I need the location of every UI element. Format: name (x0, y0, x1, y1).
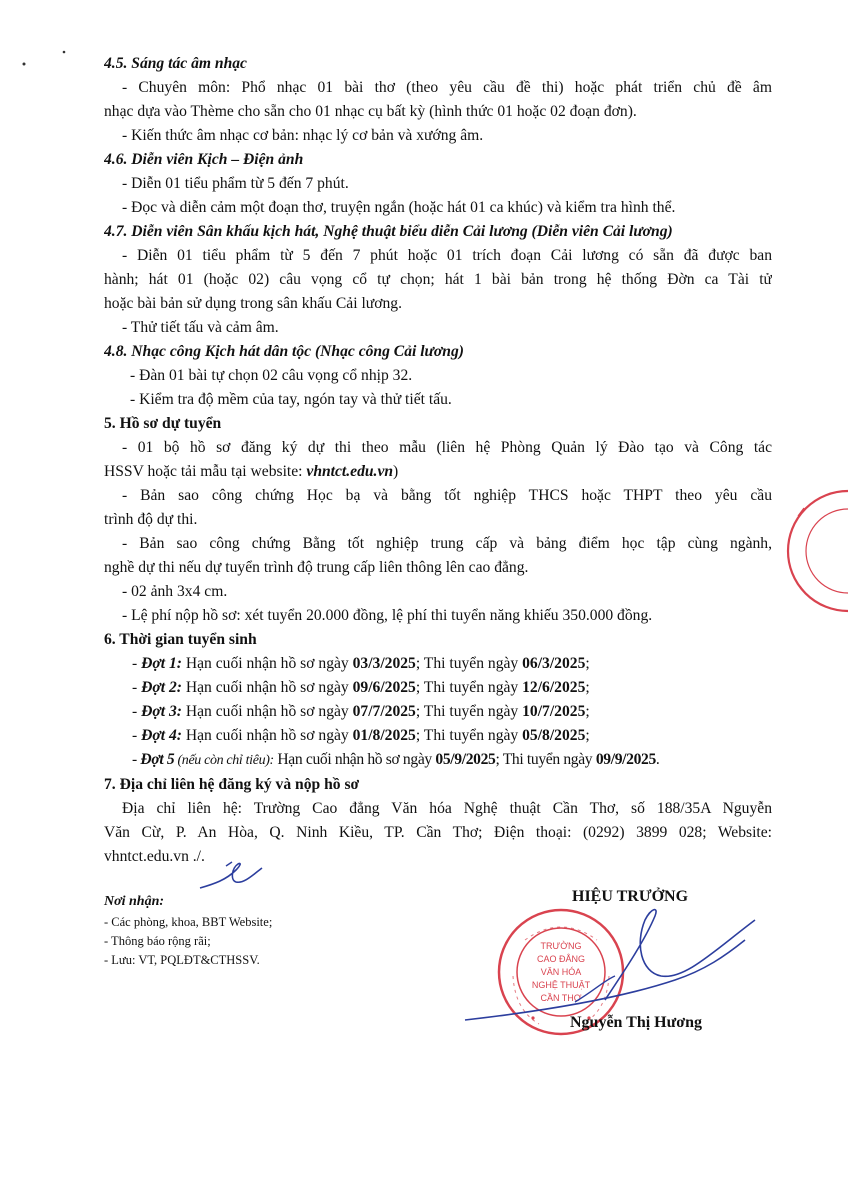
round-dash: - (132, 703, 142, 720)
section-4-6-line-1: - Diễn 01 tiểu phẩm từ 5 đến 7 phút. (122, 175, 349, 192)
recipient-item: - Thông báo rộng rãi; (104, 934, 211, 948)
section-4-8-line-2: - Kiểm tra độ mềm của tay, ngón tay và thử tiết tấu. (130, 391, 452, 408)
section-5-line-5: - Bản sao công chứng Bằng tốt nghiệp trung cấp và bảng điểm học tập cùng ngành, (122, 535, 772, 552)
round-note: (nếu còn chỉ tiêu): (174, 753, 274, 768)
section-7-line-3: vhntct.edu.vn ./. (104, 848, 205, 865)
round-end: ; (585, 727, 590, 744)
round-end: ; (585, 655, 590, 672)
signer-name: Nguyễn Thị Hương (570, 1014, 702, 1031)
recipients-label: Nơi nhận: (104, 894, 165, 909)
section-4-6-heading: 4.6. Diễn viên Kịch – Điện ảnh (104, 151, 304, 168)
section-5-line-6: nghề dự thi nếu dự tuyển trình độ trung cấp liên thông lên cao đẳng. (104, 559, 529, 576)
round-label: Đợt 3: (141, 703, 182, 720)
seal-line: VĂN HÓA (540, 967, 582, 977)
handwritten-signature (455, 880, 775, 1030)
round-1 (104, 652, 772, 676)
website-link[interactable]: vhntct.edu.vn (306, 463, 394, 480)
section-4-7-line-2: hành; hát 01 (hoặc 02) câu vọng cổ tự chọn; hát 1 bài bản trong hệ thống Đờn ca Tài tử (104, 271, 772, 288)
section-5-line-8: - Lệ phí nộp hồ sơ: xét tuyển 20.000 đồng, lệ phí thi tuyển năng khiếu 350.000 đồng. (122, 607, 653, 624)
round-deadline: 05/9/2025 (435, 751, 496, 768)
round-deadline: 09/6/2025 (352, 679, 416, 696)
seal-line: TRƯỜNG (540, 941, 582, 951)
section-5-line-1: - 01 bộ hồ sơ đăng ký dự thi theo mẫu (liên hệ Phòng Quản lý Đào tạo và Công tác (122, 439, 772, 456)
section-4-5-heading: 4.5. Sáng tác âm nhạc (104, 55, 247, 72)
section-5-line-2-text: HSSV hoặc tải mẫu tại website: (104, 463, 307, 480)
section-4-7-line-3: hoặc bài bản sử dụng trong sân khấu Cải lương. (104, 295, 402, 312)
round-text: Hạn cuối nhận hồ sơ ngày (181, 703, 353, 720)
section-5-line-3: - Bản sao công chứng Học bạ và bằng tốt nghiệp THCS hoặc THPT theo yêu cầu (122, 487, 772, 504)
seal-line: CẦN THƠ (540, 993, 582, 1003)
recipients-block (104, 892, 404, 970)
round-deadline: 01/8/2025 (352, 727, 416, 744)
round-exam-date: 12/6/2025 (522, 679, 586, 696)
round-label: Đợt 5 (140, 751, 175, 768)
initial-signature (196, 858, 266, 894)
recipient-item: - Lưu: VT, PQLĐT&CTHSSV. (104, 953, 260, 967)
section-4-7-line-1: - Diễn 01 tiểu phẩm từ 5 đến 7 phút hoặc 01 trích đoạn Cải lương có sẵn đã được ban (122, 247, 772, 264)
round-end: ; (585, 703, 590, 720)
round-text: Hạn cuối nhận hồ sơ ngày (273, 751, 436, 768)
round-text: ; Thi tuyển ngày (415, 679, 523, 696)
round-dash: - (132, 655, 142, 672)
round-end: ; (585, 679, 590, 696)
section-7-heading: 7. Địa chỉ liên hệ đăng ký và nộp hồ sơ (104, 776, 360, 793)
round-label: Đợt 4: (141, 727, 182, 744)
round-deadline: 03/3/2025 (352, 655, 416, 672)
round-end: . (655, 751, 660, 768)
round-2 (104, 676, 772, 700)
section-4-5-line-3: - Kiến thức âm nhạc cơ bản: nhạc lý cơ bản và xướng âm. (122, 127, 484, 144)
round-text: Hạn cuối nhận hồ sơ ngày (181, 679, 353, 696)
section-4-6-line-2: - Đọc và diễn cảm một đoạn thơ, truyện ngắn (hoặc hát 01 ca khúc) và kiểm tra hình thể. (122, 199, 676, 216)
round-3 (104, 700, 772, 724)
round-exam-date: 05/8/2025 (522, 727, 586, 744)
round-deadline: 07/7/2025 (352, 703, 416, 720)
section-4-5-line-1: - Chuyên môn: Phổ nhạc 01 bài thơ (theo yêu cầu đề thi) hoặc phát triển chủ đề âm (122, 79, 772, 96)
section-5-line-4: trình độ dự thi. (104, 511, 198, 528)
section-5-line-2-end: ) (393, 463, 399, 480)
round-4 (104, 724, 772, 748)
edge-seal-fragment (778, 486, 848, 616)
seal-line: NGHỆ THUẬT (531, 980, 591, 990)
signer-title: HIỆU TRƯỞNG (572, 888, 689, 905)
section-6-heading: 6. Thời gian tuyển sinh (104, 631, 257, 648)
section-4-5-line-2: nhạc dựa vào Thème cho sẵn cho 01 nhạc cụ bất kỳ (hình thức 01 hoặc 02 đoạn đơn). (104, 103, 637, 120)
section-4-8-heading: 4.8. Nhạc công Kịch hát dân tộc (Nhạc công Cải lương) (104, 343, 464, 360)
section-5-heading: 5. Hồ sơ dự tuyển (104, 415, 222, 432)
round-5 (104, 748, 772, 773)
round-dash: - (132, 679, 142, 696)
document-body (104, 52, 772, 869)
section-5-line-7: - 02 ảnh 3x4 cm. (122, 583, 228, 600)
round-label: Đợt 2: (141, 679, 182, 696)
recipient-item: - Các phòng, khoa, BBT Website; (104, 915, 273, 929)
round-exam-date: 10/7/2025 (522, 703, 586, 720)
round-text: ; Thi tuyển ngày (415, 727, 523, 744)
section-4-7-line-4: - Thử tiết tấu và cảm âm. (122, 319, 279, 336)
seal-line: CAO ĐẲNG (536, 954, 586, 964)
round-text: ; Thi tuyển ngày (495, 751, 596, 768)
scan-specks (18, 44, 78, 74)
round-dash: - (132, 751, 141, 768)
section-7-line-1: Địa chỉ liên hệ: Trường Cao đẳng Văn hóa Nghệ thuật Cần Thơ, số 188/35A Nguyễn (122, 800, 772, 817)
round-label: Đợt 1: (141, 655, 182, 672)
round-text: ; Thi tuyển ngày (415, 703, 523, 720)
section-7-line-2: Văn Cừ, P. An Hòa, Q. Ninh Kiều, TP. Cần Thơ; Điện thoại: (0292) 3899 028; Website: (104, 824, 772, 841)
round-text: Hạn cuối nhận hồ sơ ngày (181, 655, 353, 672)
section-5-line-2 (104, 460, 772, 484)
section-4-7-heading: 4.7. Diễn viên Sân khấu kịch hát, Nghệ thuật biểu diễn Cải lương (Diễn viên Cải lương) (104, 223, 673, 240)
section-4-8-line-1: - Đàn 01 bài tự chọn 02 câu vọng cổ nhịp 32. (130, 367, 413, 384)
round-exam-date: 06/3/2025 (522, 655, 586, 672)
round-text: Hạn cuối nhận hồ sơ ngày (181, 727, 353, 744)
round-dash: - (132, 727, 142, 744)
round-exam-date: 09/9/2025 (595, 751, 656, 768)
round-text: ; Thi tuyển ngày (415, 655, 523, 672)
